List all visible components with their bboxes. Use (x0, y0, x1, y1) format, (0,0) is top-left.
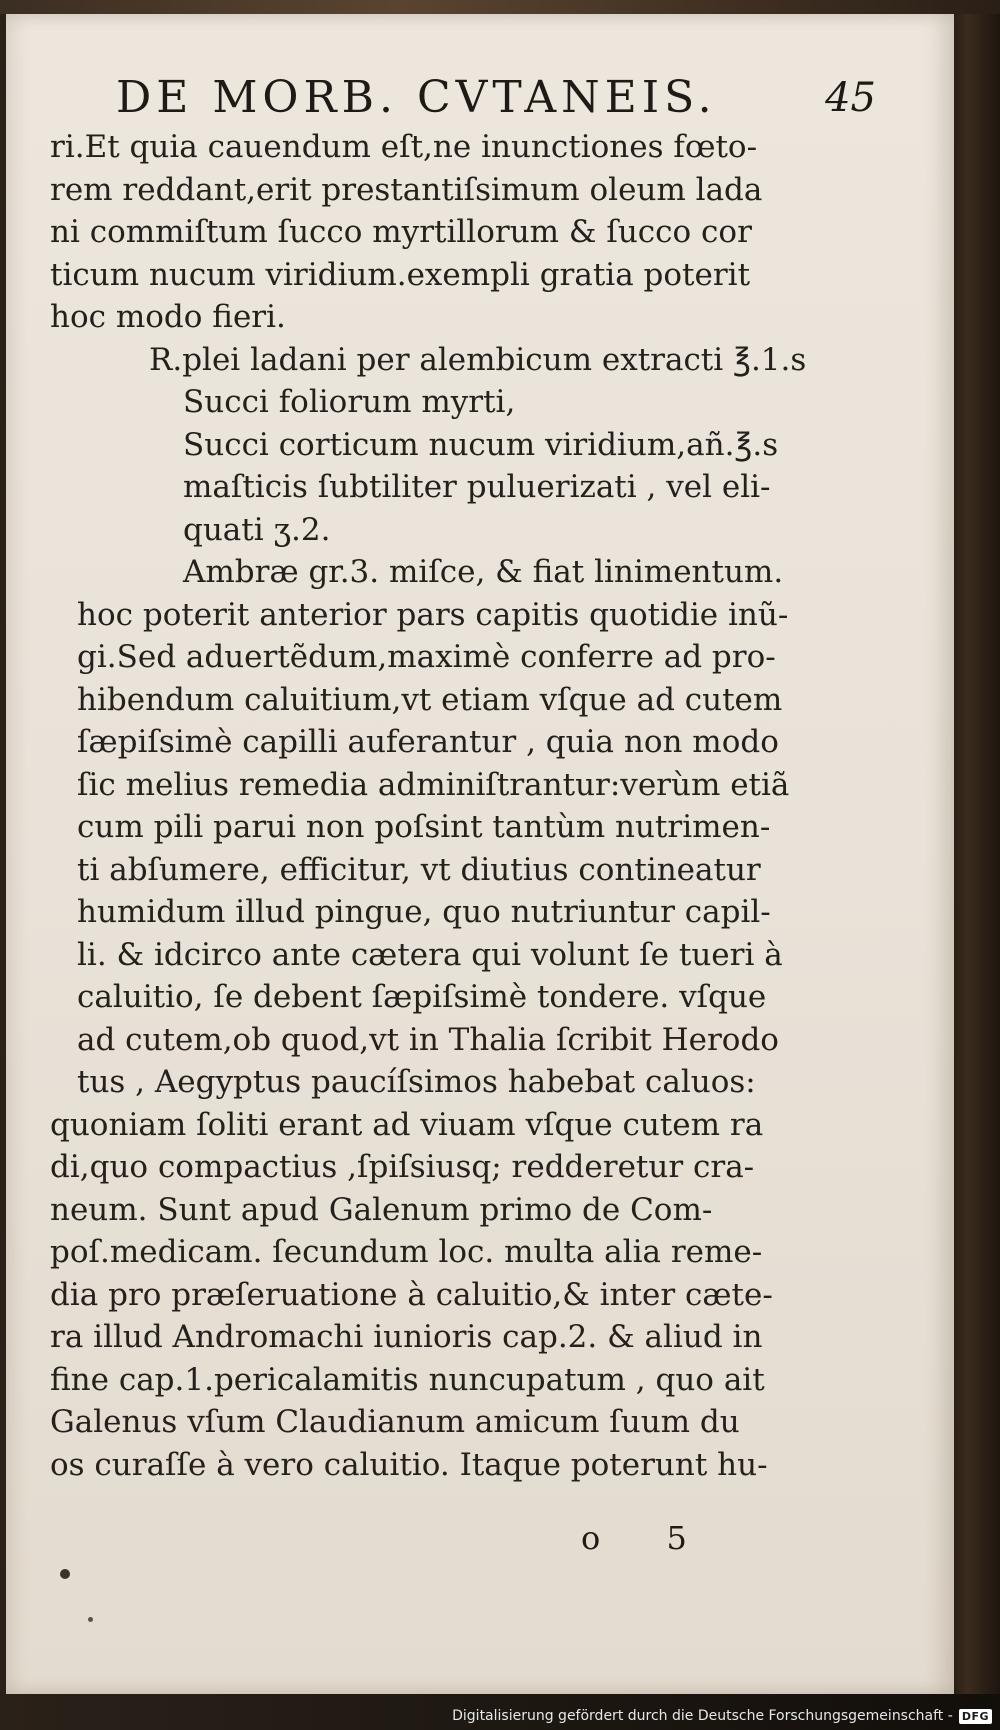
signature-mark: o 5 (581, 1519, 715, 1557)
header-title: DE MORB. CVTANEIS. (116, 72, 717, 123)
text-line: neum. Sunt apud Galenum primo de Com- (50, 1191, 713, 1228)
text-line: hoc modo fieri. (50, 299, 286, 335)
text-line: ſic melius remedia adminiſtrantur:verùm etiã (77, 766, 790, 803)
digitization-credit (452, 1708, 992, 1724)
text-line: rem reddant,erit prestantiſsimum oleum lada (50, 171, 763, 208)
ink-spot (88, 1617, 93, 1622)
text-line: poſ.medicam. ſecundum loc. multa alia reme- (50, 1234, 763, 1270)
text-line: li. & idcirco ante cætera qui volunt ſe tueri à (77, 936, 783, 973)
ink-spot (60, 1569, 70, 1579)
text-line: tus , Aegyptus paucíſsimos habebat caluos: (77, 1064, 756, 1100)
running-header (116, 68, 876, 128)
recipe-line: Succi foliorum myrti, (183, 384, 516, 420)
recipe-line: Succi corticum nucum viridium,añ.℥.s (183, 426, 779, 463)
page-number: 45 (825, 75, 876, 121)
text-line: hibendum caluitium,vt etiam vſque ad cutem (77, 681, 783, 718)
text-line: fine cap.1.pericalamitis nuncupatum , quo ait (50, 1361, 765, 1398)
book-top-edge (0, 0, 1000, 14)
body-text (50, 126, 830, 1486)
text-line: cum pili parui non poſsint tantùm nutrimen- (77, 809, 771, 845)
recipe-line: Ambræ gr.3. miſce, & fiat linimentum. (183, 554, 784, 590)
text-line: ſæpiſsimè capilli auferantur , quia non modo (77, 724, 779, 760)
text-line: humidum illud pingue, quo nutriuntur capil- (77, 894, 771, 930)
text-line: Galenus vſum Claudianum amicum ſuum du (50, 1404, 740, 1440)
text-line: hoc poterit anterior pars capitis quotidie inũ- (77, 596, 789, 633)
text-line: ti abſumere, efficitur, vt diutius contineatur (77, 851, 761, 888)
text-line: ticum nucum viridium.exempli gratia poterit (50, 256, 751, 293)
text-line: ni commiſtum ſucco myrtillorum & ſucco cor (50, 214, 752, 250)
text-line: ri.Et quia cauendum eſt,ne inunctiones fœto- (50, 129, 758, 165)
text-line: di,quo compactius ,ſpiſsiusq; redderetur cra- (50, 1149, 755, 1185)
text-line: gi.Sed aduertẽdum,maximè conferre ad pro- (77, 639, 776, 675)
credit-text: Digitalisierung gefördert durch die Deutsche Forschungsgemeinschaft - (452, 1708, 953, 1724)
text-line: ad cutem,ob quod,vt in Thalia ſcribit Herodo (77, 1021, 779, 1058)
book-page (6, 14, 954, 1694)
recipe-line: maſticis ſubtiliter puluerizati , vel eli- (183, 469, 771, 505)
dfg-logo-icon: DFG (959, 1709, 992, 1724)
book-binding-edge (954, 14, 1000, 1694)
recipe-line: R.plei ladani per alembicum extracti ℥.1.s (149, 341, 807, 378)
text-line: dia pro præſeruatione à caluitio,& inter cæte- (50, 1276, 773, 1313)
recipe-line: quati ʒ.2. (183, 511, 331, 548)
text-line: quoniam ſoliti erant ad viuam vſque cutem ra (50, 1106, 764, 1143)
text-line: caluitio, ſe debent ſæpiſsimè tondere. vſque (77, 979, 767, 1015)
text-line: os curaſſe à vero caluitio. Itaque poterunt hu- (50, 1446, 768, 1483)
text-line: ra illud Andromachi iunioris cap.2. & aliud in (50, 1319, 763, 1355)
